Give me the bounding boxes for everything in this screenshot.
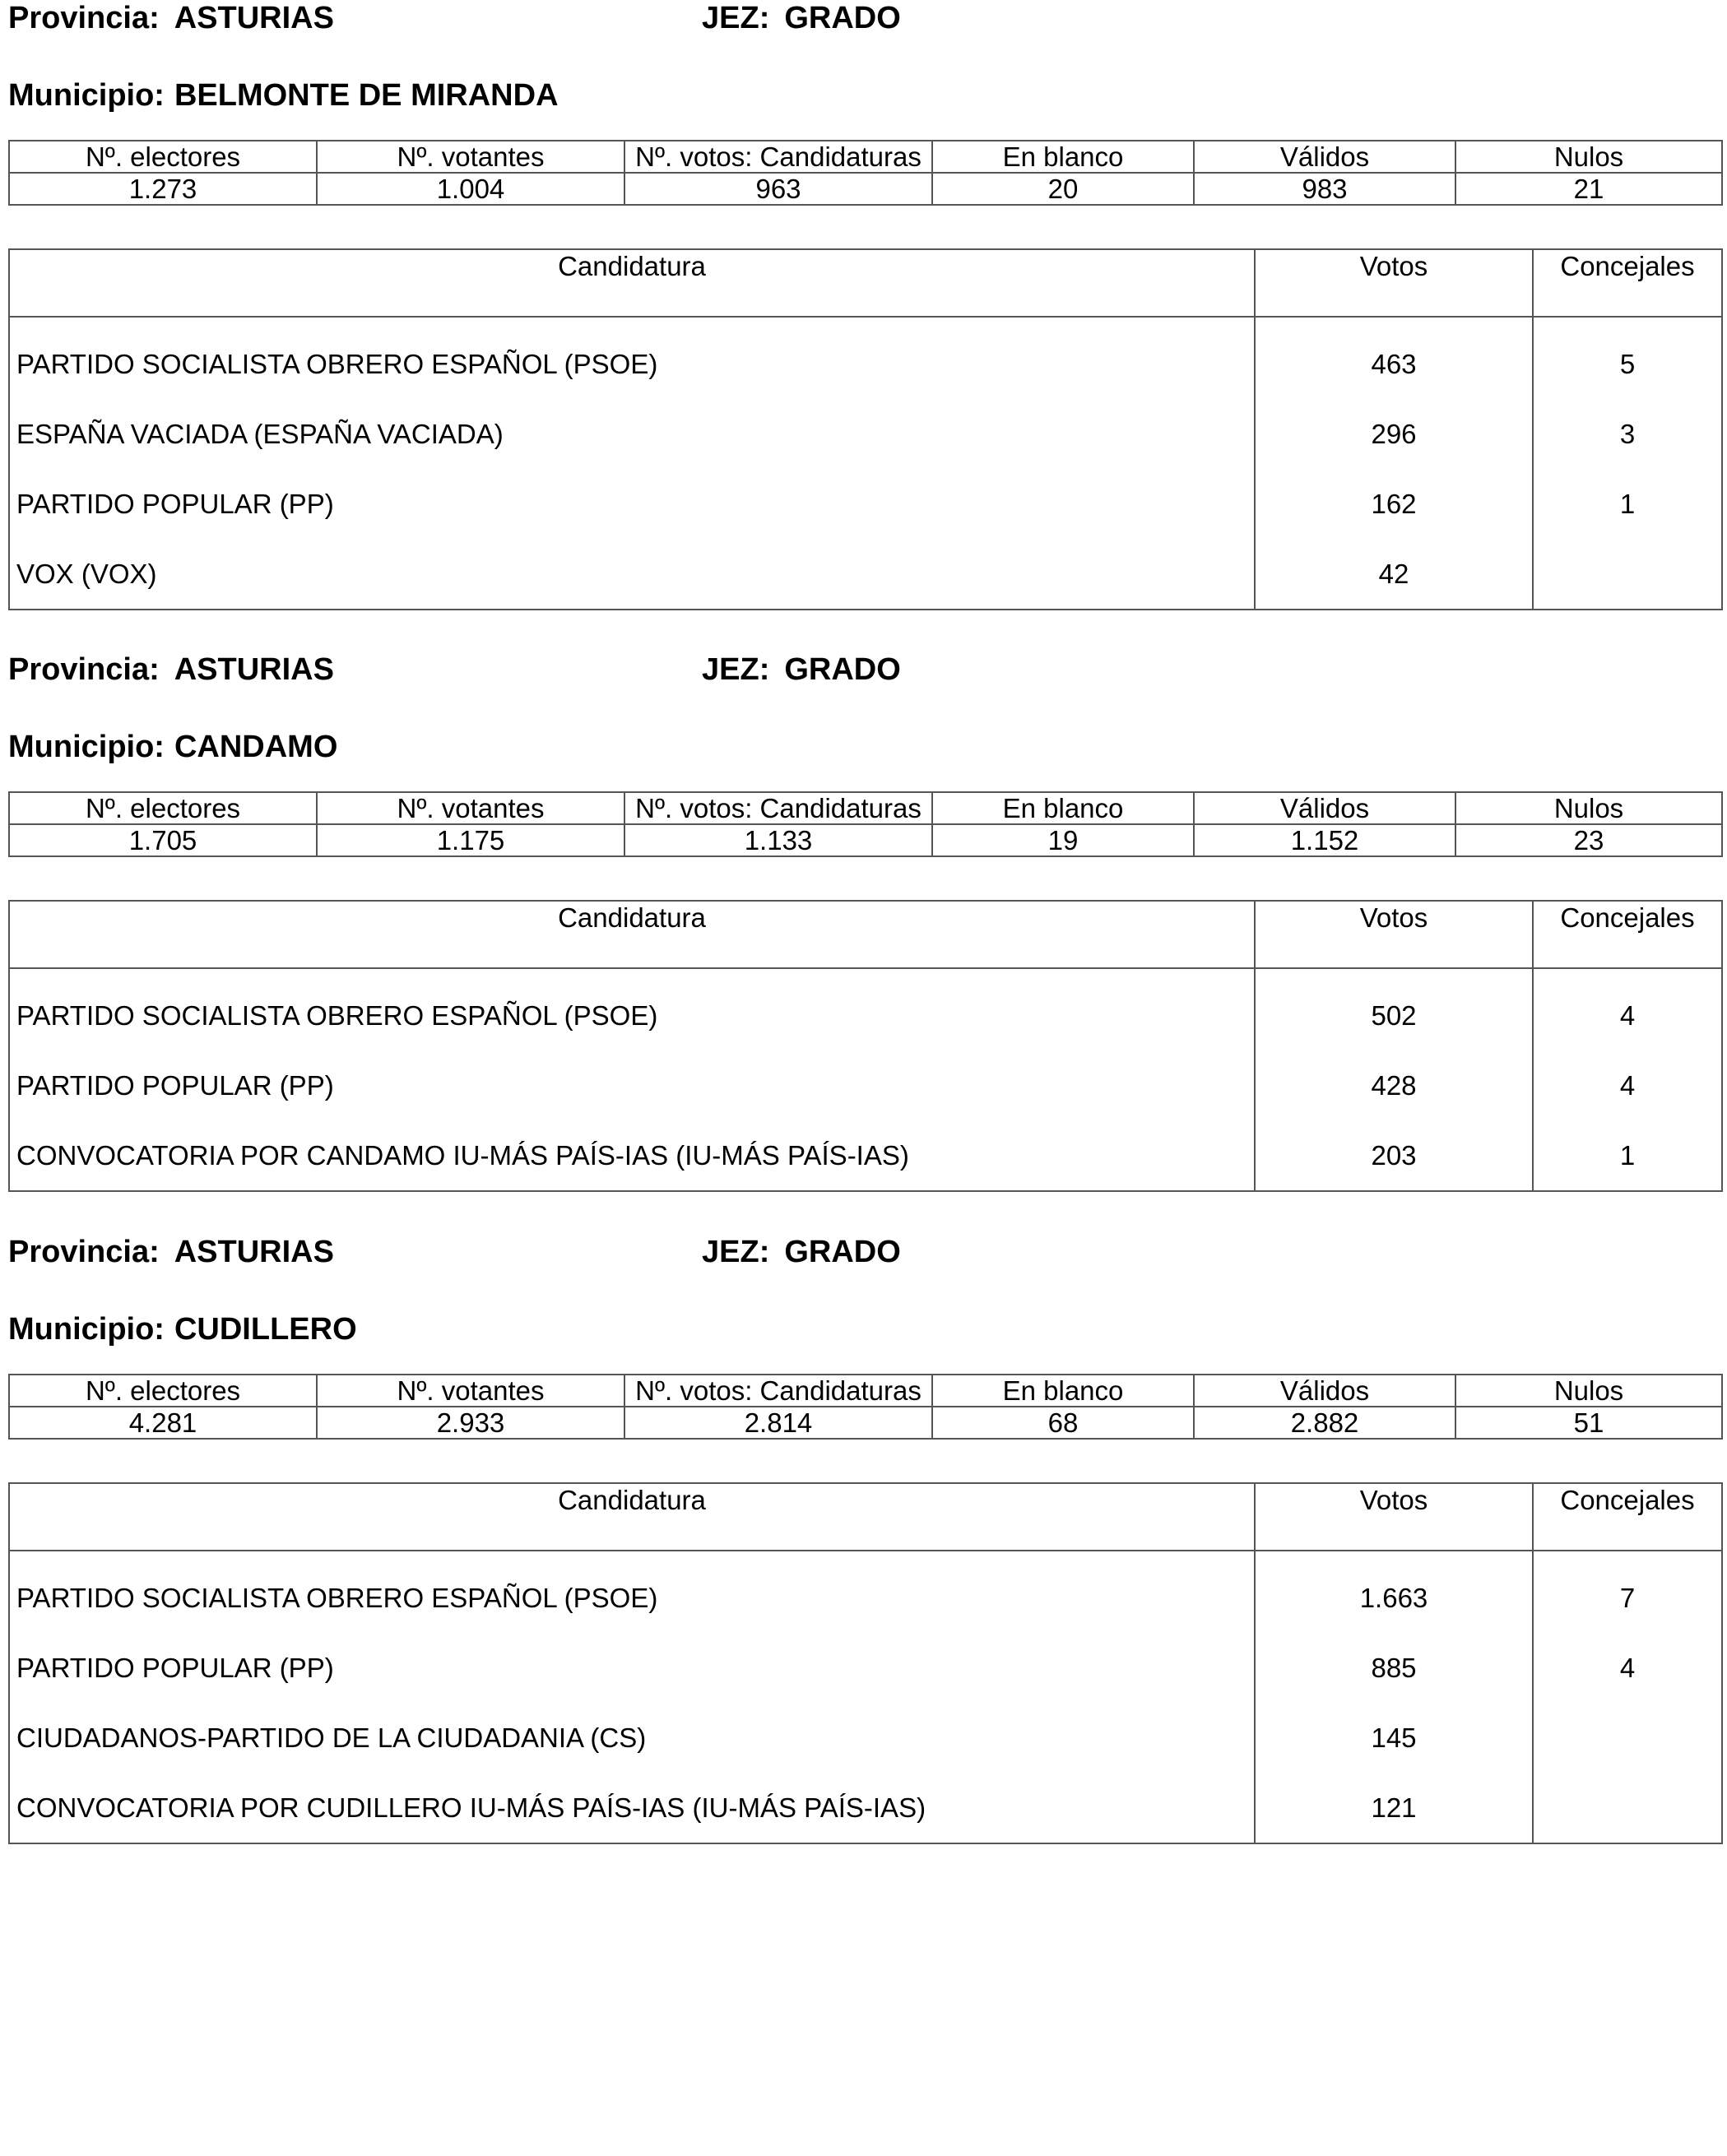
candidatura-votos: 121 [1255,1773,1533,1843]
header-votantes: Nº. votantes [317,792,624,824]
provincia-header [8,1234,334,1270]
candidatura-row [9,399,1722,469]
candidatura-concejales [1533,1773,1722,1843]
candidaturas-header-row [9,249,1722,317]
value-votantes: 1.004 [317,173,624,205]
header-votos-candidaturas: Nº. votos: Candidaturas [624,141,932,173]
candidatura-concejales: 4 [1533,968,1722,1050]
candidatura-votos: 162 [1255,469,1533,539]
candidatura-row [9,469,1722,539]
header-votos: Votos [1255,901,1533,968]
candidaturas-table [8,900,1723,1192]
jez-label: JEZ: [702,1235,770,1269]
provincia-label: Provincia: [8,1,160,35]
header-votantes: Nº. votantes [317,141,624,173]
jez-label: JEZ: [702,1,770,35]
header-votos-candidaturas: Nº. votos: Candidaturas [624,1375,932,1407]
value-nulos: 51 [1455,1407,1722,1439]
municipio-label: Municipio: [8,78,165,113]
header-nulos: Nulos [1455,1375,1722,1407]
candidatura-votos: 463 [1255,317,1533,399]
municipio-value: BELMONTE DE MIRANDA [174,78,559,113]
provincia-value: ASTURIAS [174,1235,334,1269]
header-electores: Nº. electores [9,1375,317,1407]
value-votos-candidaturas: 1.133 [624,824,932,856]
jez-header [702,651,901,688]
stats-value-row [9,824,1722,856]
candidatura-votos: 885 [1255,1633,1533,1703]
header-votos-candidaturas: Nº. votos: Candidaturas [624,792,932,824]
jez-label: JEZ: [702,652,770,687]
candidatura-name: ESPAÑA VACIADA (ESPAÑA VACIADA) [9,399,1255,469]
stats-value-row [9,173,1722,205]
jez-value: GRADO [784,652,901,687]
candidatura-name: VOX (VOX) [9,539,1255,610]
value-electores: 4.281 [9,1407,317,1439]
stats-header-row [9,792,1722,824]
candidatura-votos: 502 [1255,968,1533,1050]
header-electores: Nº. electores [9,792,317,824]
candidatura-votos: 1.663 [1255,1551,1533,1633]
jez-value: GRADO [784,1235,901,1269]
provincia-header [8,0,334,36]
municipio-header [8,729,337,765]
candidatura-row [9,1633,1722,1703]
candidatura-concejales: 4 [1533,1050,1722,1120]
stats-table [8,1374,1723,1440]
value-nulos: 21 [1455,173,1722,205]
provincia-value: ASTURIAS [174,652,334,687]
candidatura-votos: 42 [1255,539,1533,610]
jez-header [702,0,901,36]
municipio-header [8,1311,357,1347]
stats-header-row [9,141,1722,173]
stats-table [8,791,1723,857]
candidatura-name: PARTIDO POPULAR (PP) [9,1050,1255,1120]
header-nulos: Nulos [1455,792,1722,824]
candidatura-name: PARTIDO SOCIALISTA OBRERO ESPAÑOL (PSOE) [9,968,1255,1050]
candidatura-row [9,1773,1722,1843]
candidatura-row [9,1703,1722,1773]
candidaturas-header-row [9,1483,1722,1551]
header-en-blanco: En blanco [932,792,1194,824]
candidatura-row [9,968,1722,1050]
candidaturas-table [8,248,1723,610]
header-candidatura: Candidatura [9,901,1255,968]
header-concejales: Concejales [1533,901,1722,968]
candidatura-name: PARTIDO SOCIALISTA OBRERO ESPAÑOL (PSOE) [9,1551,1255,1633]
value-validos: 1.152 [1194,824,1455,856]
provincia-label: Provincia: [8,652,160,687]
candidatura-concejales: 1 [1533,1120,1722,1191]
header-en-blanco: En blanco [932,1375,1194,1407]
stats-value-row [9,1407,1722,1439]
candidaturas-header-row [9,901,1722,968]
header-votos: Votos [1255,249,1533,317]
municipio-value: CUDILLERO [174,1312,357,1347]
candidatura-name: PARTIDO POPULAR (PP) [9,1633,1255,1703]
jez-header [702,1234,901,1270]
candidatura-concejales: 3 [1533,399,1722,469]
value-nulos: 23 [1455,824,1722,856]
header-concejales: Concejales [1533,249,1722,317]
municipio-header [8,77,559,114]
candidatura-votos: 203 [1255,1120,1533,1191]
candidatura-concejales: 1 [1533,469,1722,539]
value-votantes: 2.933 [317,1407,624,1439]
value-electores: 1.705 [9,824,317,856]
value-en-blanco: 68 [932,1407,1194,1439]
candidatura-row [9,1551,1722,1633]
candidatura-name: CIUDADANOS-PARTIDO DE LA CIUDADANIA (CS) [9,1703,1255,1773]
header-votantes: Nº. votantes [317,1375,624,1407]
candidatura-concejales [1533,539,1722,610]
header-validos: Válidos [1194,792,1455,824]
value-votos-candidaturas: 2.814 [624,1407,932,1439]
candidatura-concejales [1533,1703,1722,1773]
value-validos: 983 [1194,173,1455,205]
municipio-label: Municipio: [8,1312,165,1347]
header-candidatura: Candidatura [9,249,1255,317]
stats-header-row [9,1375,1722,1407]
value-votantes: 1.175 [317,824,624,856]
candidatura-name: PARTIDO POPULAR (PP) [9,469,1255,539]
header-votos: Votos [1255,1483,1533,1551]
provincia-value: ASTURIAS [174,1,334,35]
header-validos: Válidos [1194,1375,1455,1407]
value-votos-candidaturas: 963 [624,173,932,205]
candidatura-votos: 145 [1255,1703,1533,1773]
candidatura-concejales: 4 [1533,1633,1722,1703]
provincia-header [8,651,334,688]
candidatura-row [9,539,1722,610]
value-validos: 2.882 [1194,1407,1455,1439]
header-nulos: Nulos [1455,141,1722,173]
value-electores: 1.273 [9,173,317,205]
municipio-value: CANDAMO [174,730,338,764]
municipio-label: Municipio: [8,730,165,764]
value-en-blanco: 19 [932,824,1194,856]
provincia-label: Provincia: [8,1235,160,1269]
value-en-blanco: 20 [932,173,1194,205]
candidatura-row [9,1050,1722,1120]
candidatura-row [9,317,1722,399]
candidaturas-table [8,1482,1723,1844]
candidatura-name: PARTIDO SOCIALISTA OBRERO ESPAÑOL (PSOE) [9,317,1255,399]
stats-table [8,140,1723,206]
candidatura-concejales: 7 [1533,1551,1722,1633]
candidatura-concejales: 5 [1533,317,1722,399]
header-validos: Válidos [1194,141,1455,173]
candidatura-name: CONVOCATORIA POR CUDILLERO IU-MÁS PAÍS-IAS (IU-MÁS PAÍS-IAS) [9,1773,1255,1843]
header-concejales: Concejales [1533,1483,1722,1551]
header-candidatura: Candidatura [9,1483,1255,1551]
candidatura-name: CONVOCATORIA POR CANDAMO IU-MÁS PAÍS-IAS (IU-MÁS PAÍS-IAS) [9,1120,1255,1191]
candidatura-votos: 428 [1255,1050,1533,1120]
header-en-blanco: En blanco [932,141,1194,173]
candidatura-row [9,1120,1722,1191]
candidatura-votos: 296 [1255,399,1533,469]
jez-value: GRADO [784,1,901,35]
header-electores: Nº. electores [9,141,317,173]
